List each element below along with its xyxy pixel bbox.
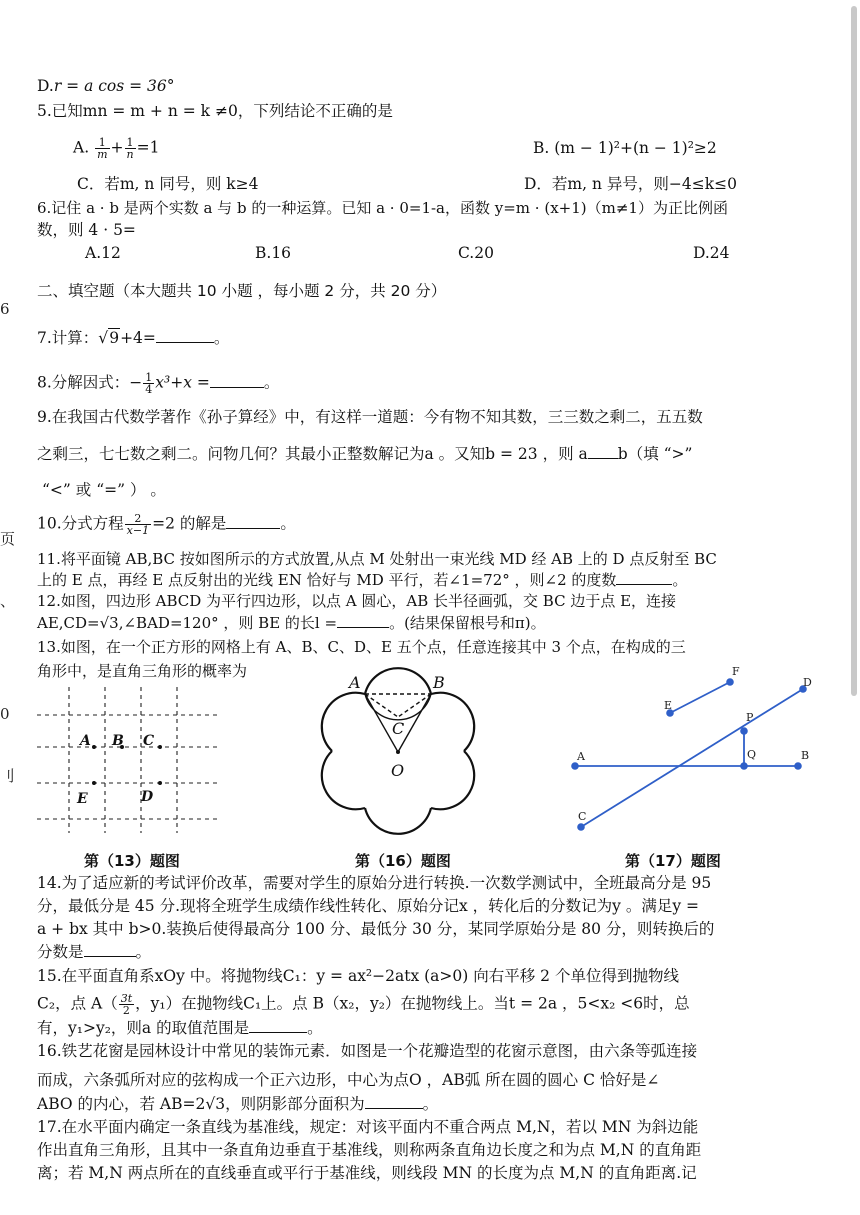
fig17-label-d: D bbox=[803, 676, 812, 689]
answer-blank-8[interactable] bbox=[210, 373, 264, 388]
q10-prefix: 10.分式方程 bbox=[37, 514, 124, 533]
fig17-label-c: C bbox=[578, 810, 587, 823]
question-12-line-1: 12.如图，四边形 ABCD 为平行四边形，以点 A 圆心，AB 长半径画弧，交 BC 边于点 E，连接 bbox=[37, 592, 677, 610]
q7-prefix: 7.计算： bbox=[37, 329, 99, 347]
q8-end: 。 bbox=[263, 373, 280, 392]
q6-option-a: A.12 bbox=[85, 244, 121, 262]
fig13-label-e: E bbox=[77, 791, 88, 807]
fig17-label-e: E bbox=[664, 699, 673, 712]
question-16-line-2: 而成，六条弧所对应的弦构成一个正六边形，中心为点O ，AB弧 所在圆的圆心 C 恰好是∠ bbox=[37, 1071, 660, 1089]
caption-figure-13: 第（13）题图 bbox=[84, 852, 180, 870]
fig13-label-b: B bbox=[112, 733, 124, 749]
q14-end: 。 bbox=[135, 943, 152, 961]
figure-16-flower bbox=[305, 660, 495, 850]
question-16-line-1: 16.铁艺花窗是园林设计中常见的装饰元素．如图是一个花瓣造型的花窗示意图，由六条等弧连接 bbox=[37, 1042, 698, 1060]
q15-3: 有，y₁>y₂，则a 的取值范围是 bbox=[37, 1019, 250, 1037]
q15-end: 。 bbox=[307, 1019, 323, 1037]
q9-2a: 之剩三，七七数之剩二。问物几何？其最小正整数解记为a 。又知b = 23 ，则 a bbox=[37, 445, 588, 463]
q7-post: +4= bbox=[120, 329, 156, 347]
question-15-line-1: 15.在平面直角系xOy 中。将抛物线C₁：y = ax²−2atx (a>0) 向右平移 2 个单位得到抛物线 bbox=[37, 967, 679, 985]
question-5: 5.已知mn = m + n = k ≠0，下列结论不正确的是 bbox=[37, 102, 393, 120]
q11-2: 上的 E 点，再经 E 点反射出的光线 EN 恰好与 MD 平行，若∠1=72° ，则∠2 的度数 bbox=[37, 571, 617, 589]
fig13-label-a: A bbox=[80, 733, 91, 749]
question-17-line-3: 离；若 M,N 两点所在的直线垂直或平行于基准线，则线段 MN 的长度为点 M,N 的直角距离.记 bbox=[37, 1164, 697, 1182]
fig13-label-d: D bbox=[141, 789, 154, 805]
caption-figure-17: 第（17）题图 bbox=[625, 852, 721, 870]
option-d-expr: r = a cos = 36° bbox=[53, 77, 175, 95]
q8-prefix: 8.分解因式：− bbox=[37, 373, 143, 392]
fig17-label-f: F bbox=[732, 665, 740, 678]
question-12-line-2 bbox=[37, 613, 546, 633]
margin-mark-4: 0 bbox=[0, 705, 10, 723]
question-9-line-1: 9.在我国古代数学著作《孙子算经》中，有这样一道题：今有物不知其数，三三数之剩二，五五数 bbox=[37, 408, 703, 426]
caption-figure-16: 第（16）题图 bbox=[355, 852, 451, 870]
question-8 bbox=[37, 372, 279, 395]
q5-a-tail: =1 bbox=[136, 138, 160, 157]
fig17-label-a: A bbox=[577, 750, 585, 763]
q10-end: 。 bbox=[280, 514, 296, 533]
figure-17-lines bbox=[565, 662, 825, 837]
fig16-label-a: A bbox=[349, 673, 361, 692]
question-13-line-1: 13.如图，在一个正方形的网格上有 A、B、C、D、E 五个点，任意连接其中 3 个点，在构成的三 bbox=[37, 638, 686, 656]
fig16-label-o: O bbox=[391, 761, 405, 780]
q14-4: 分数是 bbox=[37, 943, 84, 961]
fraction-3t-over-2: $\frac{3t}{2}$ bbox=[120, 992, 133, 1017]
fraction-2-over-x-1: $\frac{2}{x-1}$ bbox=[126, 512, 150, 537]
question-14-line-2: 分，最低分是 45 分.现将全班学生成绩作线性转化、原始分记x ，转化后的分数记为y 。满足y = bbox=[37, 897, 700, 915]
q15-2a: C₂，点 A（ bbox=[37, 994, 118, 1013]
question-14-line-4 bbox=[37, 942, 151, 962]
question-10 bbox=[37, 513, 296, 536]
question-17-line-1: 17.在水平面内确定一条直线为基准线，规定：对该平面内不重合两点 M,N，若以 MN 为斜边能 bbox=[37, 1118, 699, 1136]
scrollbar-thumb[interactable] bbox=[851, 6, 857, 696]
fraction-1-over-4: $\frac{1}{4}$ bbox=[145, 371, 153, 396]
answer-blank-12[interactable] bbox=[337, 613, 389, 628]
fig17-label-p: P bbox=[746, 711, 754, 724]
option-d-line bbox=[37, 76, 175, 96]
answer-blank-15[interactable] bbox=[249, 1018, 307, 1033]
q16-end: 。 bbox=[422, 1095, 439, 1113]
fig16-label-b: B bbox=[433, 673, 445, 692]
q7-end: 。 bbox=[213, 329, 230, 347]
q5-option-a: A. $\frac{1}{m}$ + $\frac{1}{n}$ =1 bbox=[73, 136, 160, 161]
fig13-label-c: C bbox=[143, 733, 155, 749]
margin-mark-3: 、 bbox=[0, 592, 16, 610]
answer-blank-16[interactable] bbox=[365, 1094, 423, 1109]
q6-option-c: C.20 bbox=[458, 244, 494, 262]
section-2-heading: 二、填空题（本大题共 10 小题 ，每小题 2 分，共 20 分） bbox=[37, 282, 447, 300]
margin-mark-1: 6 bbox=[0, 300, 10, 318]
fig17-label-b: B bbox=[801, 749, 810, 762]
fraction-1-over-n: $\frac{1}{n}$ bbox=[126, 136, 134, 161]
question-6-line-1: 6.记住 a · b 是两个实数 a 与 b 的一种运算。已知 a · 0=1-a，函数 y=m · (x+1)（m≠1）为正比例函 bbox=[37, 199, 728, 217]
question-9-line-2 bbox=[37, 444, 692, 464]
question-7: 7.计算：√9+4= 。 bbox=[37, 329, 230, 347]
question-11-line-2 bbox=[37, 570, 687, 590]
q16-3: ABO 的内心，若 AB=2√3，则阴影部分面积为 bbox=[37, 1095, 365, 1113]
question-13-line-2: 角形中，是直角三角形的概率为 bbox=[37, 662, 248, 680]
margin-mark-2: 页 bbox=[0, 530, 16, 548]
question-16-line-3 bbox=[37, 1094, 438, 1114]
q10-post: =2 的解是 bbox=[152, 514, 227, 533]
fig17-label-q: Q bbox=[747, 748, 757, 761]
q15-2b: ，y₁）在抛物线C₁上。点 B（x₂，y₂）在抛物线上。当t = 2a ，5<x₂ <6时，总 bbox=[135, 994, 690, 1013]
question-6-line-2: 数，则 4 · 5= bbox=[37, 221, 136, 239]
answer-blank-14[interactable] bbox=[84, 942, 136, 957]
fraction-1-over-m: $\frac{1}{m}$ bbox=[97, 136, 108, 161]
question-9-line-3: “<” 或 “=” ） 。 bbox=[42, 481, 166, 499]
answer-blank-9[interactable] bbox=[588, 444, 618, 459]
q12-2: AE,CD=√3,∠BAD=120° ，则 BE 的长l = bbox=[37, 614, 338, 632]
answer-blank-10[interactable] bbox=[226, 514, 280, 529]
figure-13-grid bbox=[35, 685, 225, 835]
q8-post: x³+x = bbox=[155, 373, 210, 392]
q5-option-d: D．若m, n 异号，则−4≤k≤0 bbox=[524, 175, 737, 193]
q12-end: 。(结果保留根号和π)。 bbox=[389, 614, 546, 632]
fig16-label-c: C bbox=[392, 719, 405, 738]
q6-option-d: D.24 bbox=[693, 244, 730, 262]
option-d-label: D. bbox=[37, 77, 54, 95]
q11-end: 。 bbox=[672, 571, 688, 589]
question-14-line-1: 14.为了适应新的考试评价改革，需要对学生的原始分进行转换.一次数学测试中，全班最高分是 95 bbox=[37, 874, 712, 892]
question-14-line-3: a + bx 其中 b>0.装换后使得最高分 100 分、最低分 30 分，某同学原始分是 80 分，则转换后的 bbox=[37, 920, 715, 938]
answer-blank-7[interactable] bbox=[156, 328, 214, 343]
margin-mark-5: 刂 bbox=[0, 767, 16, 785]
q5-option-b: B. (m − 1)²+(n − 1)²≥2 bbox=[533, 139, 717, 157]
q6-option-b: B.16 bbox=[255, 244, 292, 262]
question-11-line-1: 11.将平面镜 AB,BC 按如图所示的方式放置,从点 M 处射出一束光线 MD 经 AB 上的 D 点反射至 BC bbox=[37, 550, 717, 568]
question-15-line-2 bbox=[37, 993, 690, 1016]
answer-blank-11[interactable] bbox=[616, 570, 672, 585]
q5-a-label: A. bbox=[73, 138, 90, 157]
q5-option-c: C．若m, n 同号，则 k≥4 bbox=[77, 175, 259, 193]
q7-radicand: 9 bbox=[109, 329, 120, 347]
q9-2b: b（填 “>” bbox=[617, 445, 693, 463]
question-17-line-2: 作出直角三角形，且其中一条直角边垂直于基准线，则称两条直角边长度之和为点 M,N 的直角距 bbox=[37, 1141, 702, 1159]
scrollbar[interactable] bbox=[850, 0, 858, 700]
question-15-line-3 bbox=[37, 1018, 323, 1038]
